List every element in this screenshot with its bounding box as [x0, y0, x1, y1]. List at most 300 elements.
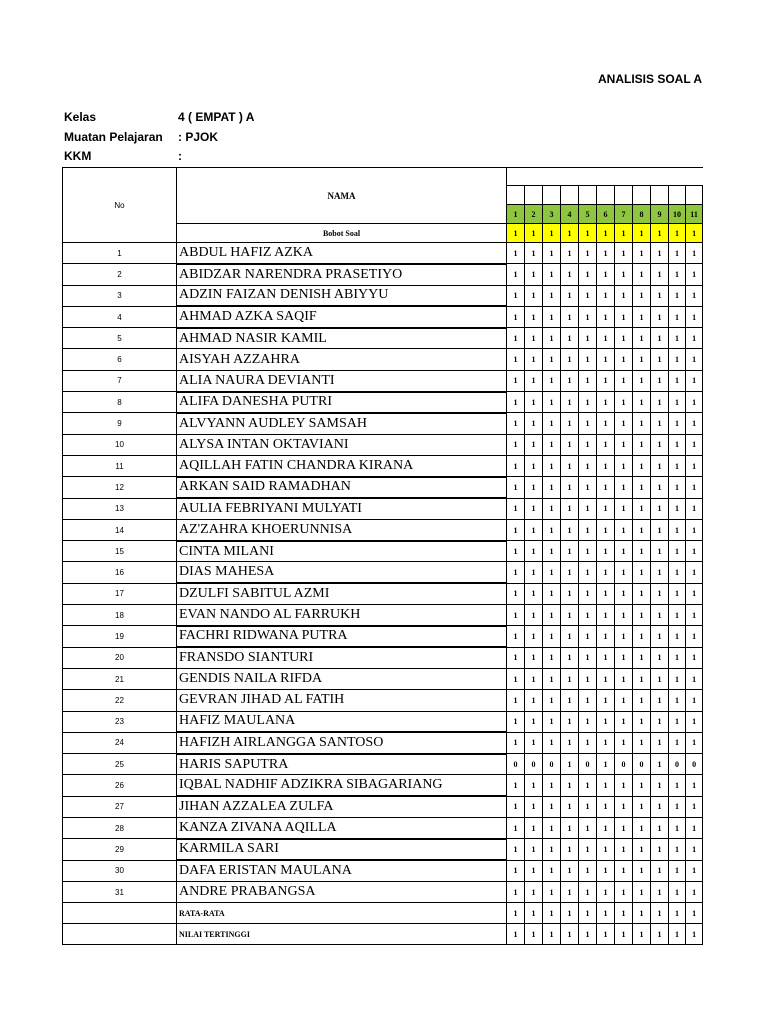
score-cell: 1 — [579, 839, 597, 860]
question-blank-cell — [507, 186, 525, 205]
score-cell: 1 — [507, 818, 525, 839]
student-row — [63, 796, 703, 817]
score-cell: 1 — [597, 562, 615, 583]
score-cell: 1 — [597, 711, 615, 732]
score-cell: 1 — [633, 562, 651, 583]
score-cell: 1 — [507, 413, 525, 434]
score-cell: 1 — [543, 690, 561, 711]
score-cell: 1 — [561, 839, 579, 860]
score-cell: 1 — [686, 668, 703, 689]
score-cell: 1 — [615, 626, 633, 647]
score-cell: 1 — [615, 434, 633, 455]
score-cell: 1 — [669, 818, 686, 839]
score-cell: 1 — [561, 754, 579, 775]
score-cell: 1 — [543, 392, 561, 413]
score-cell: 1 — [507, 455, 525, 476]
score-cell: 1 — [507, 498, 525, 519]
score-cell: 1 — [561, 775, 579, 796]
score-cell: 1 — [615, 392, 633, 413]
score-cell: 1 — [686, 690, 703, 711]
score-cell: 1 — [507, 796, 525, 817]
score-cell: 1 — [525, 605, 543, 626]
score-cell: 1 — [543, 647, 561, 668]
question-number-cell: 2 — [525, 205, 543, 224]
score-cell: 0 — [543, 754, 561, 775]
score-cell: 1 — [597, 881, 615, 902]
score-cell: 1 — [651, 264, 669, 285]
score-cell: 1 — [651, 583, 669, 604]
student-name: EVAN NANDO AL FARRUKH — [177, 605, 507, 626]
score-cell: 1 — [525, 477, 543, 498]
score-cell: 1 — [686, 328, 703, 349]
score-cell: 0 — [507, 754, 525, 775]
score-cell: 1 — [686, 881, 703, 902]
score-cell: 1 — [543, 711, 561, 732]
score-cell: 1 — [507, 732, 525, 753]
score-cell: 1 — [686, 732, 703, 753]
student-name: HAFIZH AIRLANGGA SANTOSO — [177, 732, 507, 753]
no-header: No — [63, 168, 177, 243]
score-cell: 1 — [597, 328, 615, 349]
score-cell: 1 — [579, 455, 597, 476]
question-number-cell: 6 — [597, 205, 615, 224]
score-cell: 1 — [579, 647, 597, 668]
student-row — [63, 264, 703, 285]
student-no: 21 — [63, 668, 177, 689]
student-no: 1 — [63, 243, 177, 264]
question-blank-cell — [686, 186, 703, 205]
score-cell: 1 — [543, 477, 561, 498]
score-cell: 1 — [633, 455, 651, 476]
score-cell: 1 — [525, 243, 543, 264]
question-header-blank — [507, 168, 703, 186]
score-cell: 1 — [651, 732, 669, 753]
student-name: HAFIZ MAULANA — [177, 711, 507, 732]
score-cell: 1 — [525, 839, 543, 860]
score-cell: 1 — [669, 839, 686, 860]
kkm-label: KKM — [64, 149, 92, 163]
student-no: 27 — [63, 796, 177, 817]
score-cell: 1 — [651, 647, 669, 668]
score-cell: 1 — [615, 818, 633, 839]
score-cell: 1 — [525, 370, 543, 391]
question-blank-cell — [669, 186, 686, 205]
score-cell: 1 — [525, 818, 543, 839]
question-number-cell: 9 — [651, 205, 669, 224]
score-cell: 0 — [615, 754, 633, 775]
score-cell: 1 — [686, 711, 703, 732]
score-cell: 1 — [543, 583, 561, 604]
score-cell: 1 — [597, 775, 615, 796]
score-cell: 0 — [633, 754, 651, 775]
score-cell: 1 — [561, 455, 579, 476]
score-cell: 1 — [651, 243, 669, 264]
bobot-cell: 1 — [633, 224, 651, 243]
question-blank-cell — [651, 186, 669, 205]
score-cell: 1 — [543, 605, 561, 626]
student-name: ALIA NAURA DEVIANTI — [177, 370, 507, 391]
score-cell: 1 — [633, 498, 651, 519]
score-cell: 1 — [686, 349, 703, 370]
score-cell: 1 — [579, 541, 597, 562]
footer-label: RATA-RATA — [177, 903, 507, 924]
bobot-cell: 1 — [597, 224, 615, 243]
student-name: ABDUL HAFIZ AZKA — [177, 243, 507, 264]
question-number-cell: 3 — [543, 205, 561, 224]
student-no: 20 — [63, 647, 177, 668]
question-number-cell: 1 — [507, 205, 525, 224]
score-cell: 1 — [651, 413, 669, 434]
score-cell: 1 — [651, 690, 669, 711]
score-cell: 1 — [686, 647, 703, 668]
bobot-cell: 1 — [579, 224, 597, 243]
score-cell: 1 — [669, 626, 686, 647]
student-no: 25 — [63, 754, 177, 775]
score-cell: 1 — [651, 541, 669, 562]
score-cell: 1 — [669, 413, 686, 434]
footer-value-cell: 1 — [507, 903, 525, 924]
student-name: JIHAN AZZALEA ZULFA — [177, 796, 507, 817]
kkm-value: : — [178, 149, 182, 163]
score-cell: 1 — [525, 583, 543, 604]
score-cell: 1 — [543, 455, 561, 476]
score-cell: 1 — [561, 690, 579, 711]
score-cell: 1 — [669, 392, 686, 413]
score-cell: 1 — [561, 583, 579, 604]
student-row — [63, 328, 703, 349]
score-cell: 1 — [561, 881, 579, 902]
score-cell: 1 — [615, 647, 633, 668]
footer-row — [63, 924, 703, 945]
score-cell: 1 — [525, 264, 543, 285]
score-cell: 1 — [579, 392, 597, 413]
score-cell: 1 — [686, 434, 703, 455]
score-cell: 1 — [597, 413, 615, 434]
student-name: AULIA FEBRIYANI MULYATI — [177, 498, 507, 519]
score-cell: 1 — [651, 796, 669, 817]
score-cell: 1 — [561, 605, 579, 626]
student-row — [63, 711, 703, 732]
score-cell: 1 — [597, 243, 615, 264]
score-cell: 1 — [597, 860, 615, 881]
score-cell: 1 — [597, 796, 615, 817]
student-no: 13 — [63, 498, 177, 519]
score-cell: 1 — [579, 519, 597, 540]
score-cell: 1 — [651, 605, 669, 626]
score-cell: 1 — [669, 434, 686, 455]
student-no: 30 — [63, 860, 177, 881]
student-no: 17 — [63, 583, 177, 604]
question-blank-cell — [615, 186, 633, 205]
score-cell: 1 — [686, 839, 703, 860]
score-cell: 1 — [686, 370, 703, 391]
footer-value-cell: 1 — [686, 924, 703, 945]
student-no: 12 — [63, 477, 177, 498]
score-cell: 1 — [543, 732, 561, 753]
student-name: FRANSDO SIANTURI — [177, 647, 507, 668]
score-cell: 1 — [525, 626, 543, 647]
student-name: GEVRAN JIHAD AL FATIH — [177, 690, 507, 711]
student-name: AHMAD NASIR KAMIL — [177, 328, 507, 349]
footer-value-cell: 1 — [525, 903, 543, 924]
score-cell: 1 — [669, 498, 686, 519]
score-cell: 1 — [543, 519, 561, 540]
score-cell: 1 — [651, 328, 669, 349]
score-cell: 1 — [507, 839, 525, 860]
score-cell: 1 — [561, 711, 579, 732]
student-row — [63, 839, 703, 860]
score-cell: 1 — [615, 413, 633, 434]
score-cell: 1 — [669, 455, 686, 476]
score-cell: 1 — [633, 775, 651, 796]
score-cell: 1 — [597, 434, 615, 455]
student-no: 31 — [63, 881, 177, 902]
score-cell: 1 — [597, 370, 615, 391]
score-cell: 1 — [615, 881, 633, 902]
score-cell: 1 — [615, 839, 633, 860]
score-cell: 1 — [669, 860, 686, 881]
score-cell: 1 — [651, 285, 669, 306]
score-cell: 1 — [615, 349, 633, 370]
score-cell: 1 — [507, 881, 525, 902]
score-cell: 1 — [651, 434, 669, 455]
student-row — [63, 434, 703, 455]
score-cell: 1 — [579, 434, 597, 455]
score-cell: 1 — [579, 775, 597, 796]
score-cell: 1 — [633, 626, 651, 647]
score-cell: 1 — [633, 285, 651, 306]
score-cell: 1 — [597, 583, 615, 604]
score-cell: 1 — [651, 818, 669, 839]
student-no: 26 — [63, 775, 177, 796]
footer-value-cell: 1 — [597, 903, 615, 924]
score-cell: 1 — [597, 839, 615, 860]
score-cell: 1 — [579, 370, 597, 391]
score-cell: 1 — [561, 328, 579, 349]
kelas-value: 4 ( EMPAT ) A — [178, 110, 255, 124]
score-cell: 1 — [579, 796, 597, 817]
score-cell: 1 — [669, 243, 686, 264]
score-cell: 1 — [633, 668, 651, 689]
score-cell: 1 — [615, 519, 633, 540]
question-number-cell: 8 — [633, 205, 651, 224]
bobot-cell: 1 — [651, 224, 669, 243]
score-cell: 1 — [615, 243, 633, 264]
footer-value-cell: 1 — [686, 903, 703, 924]
score-cell: 1 — [669, 349, 686, 370]
score-cell: 0 — [579, 754, 597, 775]
score-cell: 1 — [579, 328, 597, 349]
score-cell: 1 — [597, 605, 615, 626]
score-cell: 1 — [686, 541, 703, 562]
score-cell: 1 — [561, 498, 579, 519]
student-row — [63, 690, 703, 711]
score-cell: 1 — [633, 839, 651, 860]
score-cell: 1 — [507, 668, 525, 689]
score-cell: 1 — [633, 243, 651, 264]
score-cell: 1 — [651, 306, 669, 327]
bobot-cell: 1 — [686, 224, 703, 243]
score-cell: 1 — [669, 881, 686, 902]
score-cell: 1 — [615, 711, 633, 732]
score-cell: 1 — [633, 881, 651, 902]
student-no: 29 — [63, 839, 177, 860]
student-no: 8 — [63, 392, 177, 413]
score-cell: 1 — [507, 541, 525, 562]
score-cell: 1 — [543, 541, 561, 562]
student-name: AQILLAH FATIN CHANDRA KIRANA — [177, 455, 507, 476]
score-cell: 1 — [543, 668, 561, 689]
score-cell: 1 — [561, 243, 579, 264]
score-cell: 1 — [561, 434, 579, 455]
score-cell: 1 — [686, 243, 703, 264]
score-cell: 1 — [669, 370, 686, 391]
student-name: CINTA MILANI — [177, 541, 507, 562]
score-cell: 1 — [579, 690, 597, 711]
score-cell: 1 — [669, 306, 686, 327]
score-cell: 1 — [579, 860, 597, 881]
score-cell: 1 — [651, 839, 669, 860]
student-row — [63, 562, 703, 583]
score-cell: 1 — [669, 775, 686, 796]
score-cell: 1 — [686, 818, 703, 839]
score-cell: 1 — [686, 392, 703, 413]
score-cell: 1 — [561, 796, 579, 817]
score-cell: 1 — [651, 711, 669, 732]
score-cell: 1 — [543, 881, 561, 902]
score-cell: 1 — [686, 498, 703, 519]
score-cell: 1 — [597, 754, 615, 775]
score-cell: 1 — [597, 668, 615, 689]
score-cell: 1 — [651, 562, 669, 583]
student-name: ALYSA INTAN OKTAVIANI — [177, 434, 507, 455]
bobot-cell: 1 — [561, 224, 579, 243]
question-blank-cell — [525, 186, 543, 205]
score-cell: 1 — [615, 668, 633, 689]
score-cell: 1 — [507, 306, 525, 327]
score-cell: 1 — [507, 328, 525, 349]
student-no: 5 — [63, 328, 177, 349]
score-cell: 1 — [633, 349, 651, 370]
student-no: 19 — [63, 626, 177, 647]
score-cell: 1 — [561, 647, 579, 668]
score-cell: 1 — [651, 477, 669, 498]
score-cell: 1 — [651, 498, 669, 519]
score-cell: 1 — [597, 285, 615, 306]
student-row — [63, 519, 703, 540]
score-cell: 1 — [543, 839, 561, 860]
score-cell: 1 — [686, 626, 703, 647]
score-cell: 1 — [561, 668, 579, 689]
student-name: DZULFI SABITUL AZMI — [177, 583, 507, 604]
score-cell: 1 — [525, 711, 543, 732]
footer-value-cell: 1 — [507, 924, 525, 945]
score-cell: 1 — [561, 306, 579, 327]
score-cell: 1 — [525, 306, 543, 327]
question-blank-cell — [633, 186, 651, 205]
question-number-cell: 7 — [615, 205, 633, 224]
score-cell: 1 — [615, 690, 633, 711]
student-no: 4 — [63, 306, 177, 327]
score-cell: 1 — [615, 775, 633, 796]
score-cell: 1 — [525, 690, 543, 711]
score-cell: 1 — [507, 519, 525, 540]
kelas-label: Kelas — [64, 110, 97, 124]
score-cell: 1 — [615, 285, 633, 306]
bobot-cell: 1 — [507, 224, 525, 243]
score-cell: 1 — [543, 349, 561, 370]
score-cell: 1 — [651, 349, 669, 370]
score-cell: 1 — [615, 477, 633, 498]
score-cell: 1 — [579, 626, 597, 647]
score-cell: 1 — [615, 264, 633, 285]
score-cell: 1 — [633, 732, 651, 753]
score-cell: 1 — [597, 626, 615, 647]
score-cell: 1 — [633, 264, 651, 285]
student-name: IQBAL NADHIF ADZIKRA SIBAGARIANG — [177, 775, 507, 796]
score-cell: 1 — [633, 711, 651, 732]
student-row — [63, 243, 703, 264]
student-no: 14 — [63, 519, 177, 540]
score-cell: 1 — [507, 370, 525, 391]
score-cell: 1 — [651, 881, 669, 902]
student-name: GENDIS NAILA RIFDA — [177, 668, 507, 689]
score-cell: 1 — [686, 583, 703, 604]
score-cell: 1 — [686, 455, 703, 476]
score-cell: 1 — [669, 668, 686, 689]
question-number-cell: 10 — [669, 205, 686, 224]
score-cell: 1 — [615, 796, 633, 817]
score-cell: 1 — [686, 775, 703, 796]
score-cell: 1 — [651, 668, 669, 689]
student-row — [63, 413, 703, 434]
footer-value-cell: 1 — [579, 924, 597, 945]
footer-value-cell: 1 — [543, 924, 561, 945]
student-row — [63, 455, 703, 476]
score-cell: 1 — [525, 881, 543, 902]
score-cell: 1 — [633, 519, 651, 540]
score-cell: 1 — [597, 647, 615, 668]
student-name: ALIFA DANESHA PUTRI — [177, 392, 507, 413]
score-cell: 1 — [579, 306, 597, 327]
score-cell: 1 — [525, 349, 543, 370]
score-cell: 1 — [507, 264, 525, 285]
student-row — [63, 285, 703, 306]
score-cell: 1 — [561, 562, 579, 583]
score-cell: 1 — [597, 690, 615, 711]
student-no: 15 — [63, 541, 177, 562]
score-cell: 1 — [633, 690, 651, 711]
score-cell: 1 — [561, 519, 579, 540]
score-cell: 1 — [669, 328, 686, 349]
bobot-cell: 1 — [615, 224, 633, 243]
score-cell: 1 — [597, 264, 615, 285]
score-cell: 1 — [686, 306, 703, 327]
score-cell: 1 — [633, 583, 651, 604]
score-cell: 1 — [633, 413, 651, 434]
footer-value-cell: 1 — [633, 924, 651, 945]
score-cell: 1 — [525, 562, 543, 583]
score-cell: 1 — [525, 860, 543, 881]
score-cell: 1 — [507, 285, 525, 306]
footer-label: NILAI TERTINGGI — [177, 924, 507, 945]
footer-row — [63, 903, 703, 924]
score-cell: 1 — [579, 477, 597, 498]
score-cell: 1 — [669, 583, 686, 604]
score-cell: 1 — [686, 285, 703, 306]
score-cell: 1 — [669, 562, 686, 583]
score-cell: 1 — [543, 285, 561, 306]
